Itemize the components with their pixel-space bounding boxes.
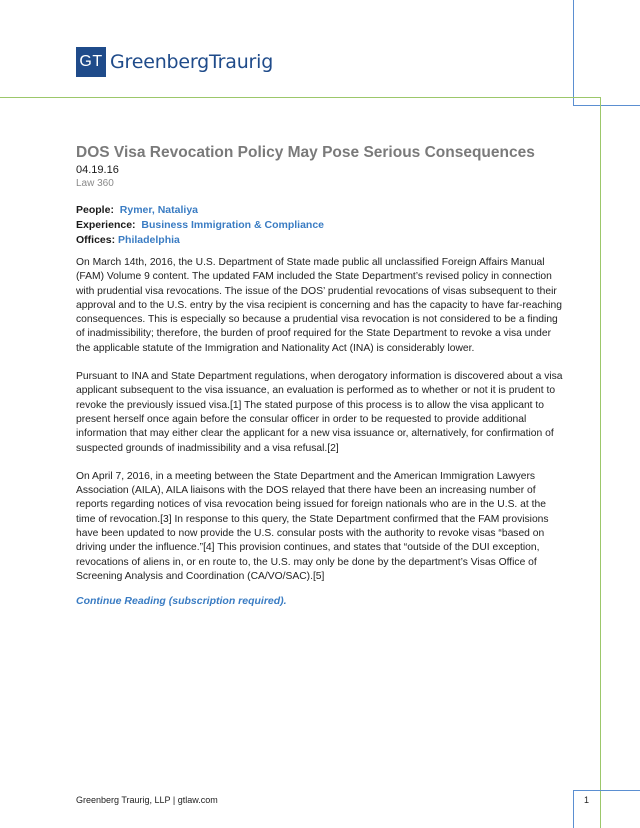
firm-logo [76, 46, 273, 78]
page-number: 1 [584, 795, 590, 805]
continue-reading-link[interactable]: Continue Reading (subscription required). [76, 595, 287, 608]
article-date: 04.19.16 [76, 164, 119, 176]
experience-label: Experience [76, 219, 133, 231]
frame-line [0, 97, 601, 98]
paragraph: On March 14th, 2016, the U.S. Department of State made public all unclassified Foreign Affairs Manual (FAM) Volume 9 content. The updated FAM included the State Department’s revised policy in connection with prudential visa revocations. The issue of the DOS’ prudential revocations of visas subsequent to their approval and to the U.S. entry by the visa recipient is concerning and has the capacity to have far-reaching consequences. This is especially so because a prudential visa revocation is not considered to be a finding of inadmissibility; therefore, the burden of proof required for the State Department to revoke a visa under the applicable statute of the Immigration and Nationality Act (INA) is considerably lower. [76, 257, 562, 354]
people-link[interactable]: Rymer, Nataliya [119, 204, 198, 216]
frame-line [573, 105, 640, 106]
article-source: Law 360 [76, 178, 114, 189]
footer-text: Greenberg Traurig, LLP | gtlaw.com [76, 795, 218, 805]
experience-link[interactable]: Business Immigration & Compliance [141, 219, 325, 231]
article-body [76, 144, 567, 607]
page-title: DOS Visa Revocation Policy May Pose Serious Consequences [76, 144, 535, 161]
experience-row: Experience: Business Immigration & Compliance [76, 219, 325, 231]
frame-line [573, 790, 640, 791]
people-row: People: Rymer, Nataliya [76, 204, 198, 216]
offices-link[interactable]: Philadelphia [118, 234, 180, 246]
article-meta [76, 203, 567, 248]
frame-line [573, 790, 574, 828]
offices-label: Offices [76, 234, 112, 246]
logo-name: GreenbergTraurig [110, 51, 274, 73]
paragraph: Pursuant to INA and State Department regulations, when derogatory information is discovered about a visa applicant subsequent to the visa issuance, an evaluation is performed as to whether or not it is prudent to revoke the previously issued visa.[1] The stated purpose of this process is to allow the visa applicant to present herself once again before the consular officer in order to be requested to provide additional information that may either clear the applicant for a new visa issuance or, alternatively, for confirmation of suspected grounds of inadmissibility and a visa refusal.[2] [76, 371, 563, 454]
offices-row: Offices: Philadelphia [76, 234, 180, 246]
people-label: People [76, 204, 111, 216]
paragraph: On April 7, 2016, in a meeting between the State Department and the American Immigration Lawyers Association (AILA), AILA liaisons with the DOS relayed that there have been an increasing number of reports regarding notices of visa revocation being issued for foreign nationals who are in the U.S. at the time of revocation.[3] In response to this query, the State Department confirmed that the FAM provisions have been updated to now provide the U.S. consular posts with the authority to revoke visas “based on driving under the influence.”[4] This provision continues, and states that “outside of the DUI exception, revocations of aliens in, or en route to, the U.S. may only be done by the department’s Visas Office of Screening Analysis and Coordination (CA/VO/SAC).[5] [76, 470, 549, 582]
frame-line [600, 97, 601, 828]
logo-mark: GT [76, 47, 106, 77]
frame-line [573, 0, 574, 106]
